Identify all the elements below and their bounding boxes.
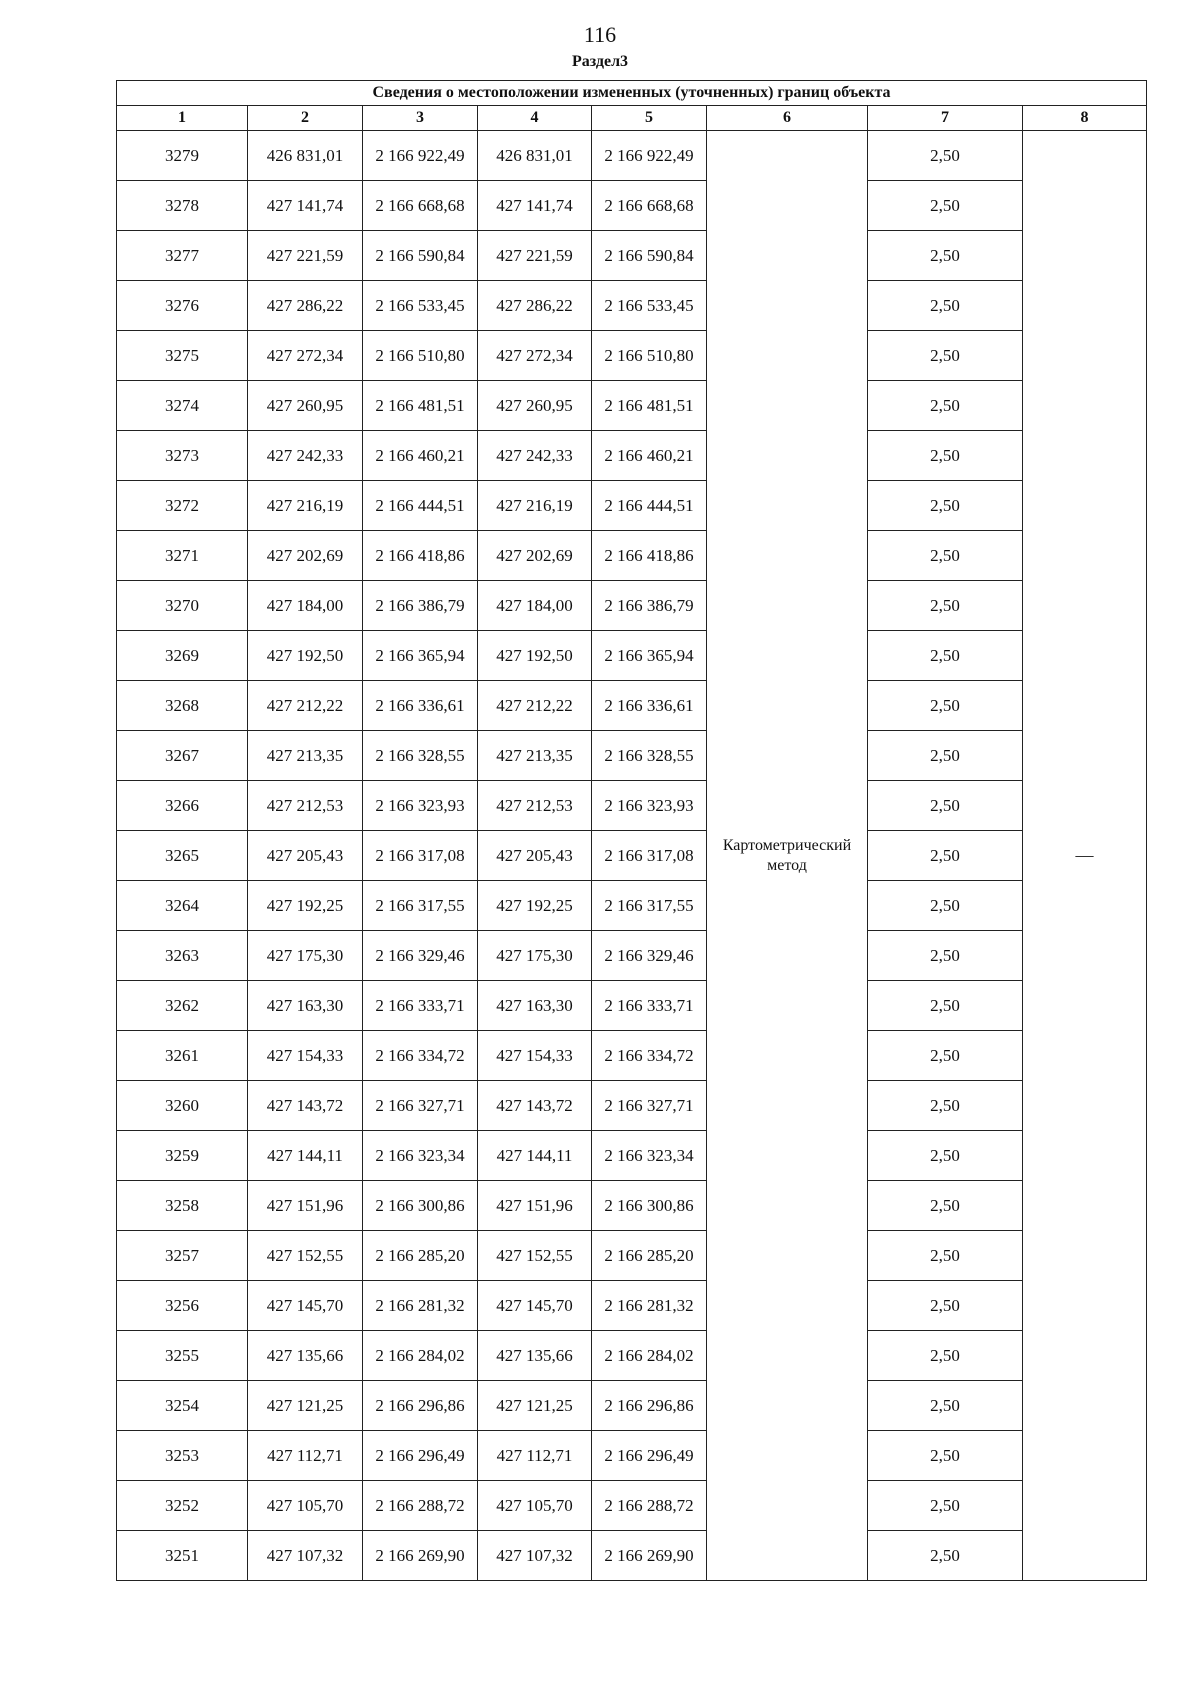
table-row [117, 331, 1147, 381]
y-new-cell: 2 166 533,45 [592, 281, 707, 331]
x-old-cell: 427 151,96 [248, 1181, 363, 1231]
precision-cell: 2,50 [868, 1331, 1023, 1381]
precision-cell: 2,50 [868, 181, 1023, 231]
y-old-cell: 2 166 285,20 [363, 1231, 478, 1281]
x-old-cell: 427 107,32 [248, 1531, 363, 1581]
table-row [117, 1481, 1147, 1531]
y-new-cell: 2 166 281,32 [592, 1281, 707, 1331]
point-number-cell: 3278 [117, 181, 248, 231]
y-old-cell: 2 166 328,55 [363, 731, 478, 781]
precision-cell: 2,50 [868, 531, 1023, 581]
table-row [117, 231, 1147, 281]
x-new-cell: 427 143,72 [478, 1081, 592, 1131]
x-old-cell: 427 216,19 [248, 481, 363, 531]
column-number-8: 8 [1023, 106, 1147, 131]
y-new-cell: 2 166 590,84 [592, 231, 707, 281]
y-old-cell: 2 166 922,49 [363, 131, 478, 181]
table-caption-row [117, 81, 1147, 106]
x-old-cell: 427 212,22 [248, 681, 363, 731]
x-old-cell: 427 260,95 [248, 381, 363, 431]
precision-cell: 2,50 [868, 1381, 1023, 1431]
y-old-cell: 2 166 284,02 [363, 1331, 478, 1381]
y-new-cell: 2 166 418,86 [592, 531, 707, 581]
x-old-cell: 427 143,72 [248, 1081, 363, 1131]
column-number-2: 2 [248, 106, 363, 131]
precision-cell: 2,50 [868, 831, 1023, 881]
y-old-cell: 2 166 365,94 [363, 631, 478, 681]
precision-cell: 2,50 [868, 1031, 1023, 1081]
y-old-cell: 2 166 336,61 [363, 681, 478, 731]
point-number-cell: 3267 [117, 731, 248, 781]
column-number-4: 4 [478, 106, 592, 131]
y-old-cell: 2 166 288,72 [363, 1481, 478, 1531]
precision-cell: 2,50 [868, 281, 1023, 331]
y-old-cell: 2 166 386,79 [363, 581, 478, 631]
x-new-cell: 427 202,69 [478, 531, 592, 581]
y-new-cell: 2 166 510,80 [592, 331, 707, 381]
table-row [117, 681, 1147, 731]
x-old-cell: 427 272,34 [248, 331, 363, 381]
table-row [117, 1531, 1147, 1581]
precision-cell: 2,50 [868, 131, 1023, 181]
x-new-cell: 427 221,59 [478, 231, 592, 281]
y-new-cell: 2 166 269,90 [592, 1531, 707, 1581]
x-new-cell: 427 121,25 [478, 1381, 592, 1431]
y-old-cell: 2 166 668,68 [363, 181, 478, 231]
y-old-cell: 2 166 418,86 [363, 531, 478, 581]
column-number-7: 7 [868, 106, 1023, 131]
x-old-cell: 427 242,33 [248, 431, 363, 481]
point-number-cell: 3251 [117, 1531, 248, 1581]
column-number-row [117, 106, 1147, 131]
table-row [117, 931, 1147, 981]
x-old-cell: 427 205,43 [248, 831, 363, 881]
x-new-cell: 427 163,30 [478, 981, 592, 1031]
y-old-cell: 2 166 329,46 [363, 931, 478, 981]
y-new-cell: 2 166 333,71 [592, 981, 707, 1031]
x-new-cell: 427 286,22 [478, 281, 592, 331]
y-old-cell: 2 166 327,71 [363, 1081, 478, 1131]
column-number-3: 3 [363, 106, 478, 131]
precision-cell: 2,50 [868, 1231, 1023, 1281]
table-row [117, 1431, 1147, 1481]
y-old-cell: 2 166 481,51 [363, 381, 478, 431]
y-old-cell: 2 166 444,51 [363, 481, 478, 531]
y-old-cell: 2 166 317,55 [363, 881, 478, 931]
precision-cell: 2,50 [868, 731, 1023, 781]
y-new-cell: 2 166 327,71 [592, 1081, 707, 1131]
x-old-cell: 427 135,66 [248, 1331, 363, 1381]
x-old-cell: 427 144,11 [248, 1131, 363, 1181]
y-old-cell: 2 166 533,45 [363, 281, 478, 331]
point-number-cell: 3268 [117, 681, 248, 731]
table-caption: Сведения о местоположении измененных (уточненных) границ объекта [117, 81, 1147, 106]
y-new-cell: 2 166 922,49 [592, 131, 707, 181]
y-old-cell: 2 166 317,08 [363, 831, 478, 881]
precision-cell: 2,50 [868, 631, 1023, 681]
x-old-cell: 427 212,53 [248, 781, 363, 831]
point-number-cell: 3259 [117, 1131, 248, 1181]
x-old-cell: 427 192,50 [248, 631, 363, 681]
x-new-cell: 427 144,11 [478, 1131, 592, 1181]
y-old-cell: 2 166 269,90 [363, 1531, 478, 1581]
table-row [117, 731, 1147, 781]
point-number-cell: 3264 [117, 881, 248, 931]
x-new-cell: 427 145,70 [478, 1281, 592, 1331]
x-old-cell: 427 145,70 [248, 1281, 363, 1331]
x-old-cell: 427 221,59 [248, 231, 363, 281]
precision-cell: 2,50 [868, 431, 1023, 481]
x-new-cell: 427 260,95 [478, 381, 592, 431]
table-row [117, 1181, 1147, 1231]
table-row [117, 981, 1147, 1031]
y-new-cell: 2 166 328,55 [592, 731, 707, 781]
y-new-cell: 2 166 317,55 [592, 881, 707, 931]
x-old-cell: 427 152,55 [248, 1231, 363, 1281]
table-row [117, 131, 1147, 181]
precision-cell: 2,50 [868, 1281, 1023, 1331]
y-old-cell: 2 166 333,71 [363, 981, 478, 1031]
table-row [117, 1231, 1147, 1281]
y-new-cell: 2 166 323,93 [592, 781, 707, 831]
y-new-cell: 2 166 365,94 [592, 631, 707, 681]
y-new-cell: 2 166 323,34 [592, 1131, 707, 1181]
x-old-cell: 427 112,71 [248, 1431, 363, 1481]
y-new-cell: 2 166 285,20 [592, 1231, 707, 1281]
precision-cell: 2,50 [868, 881, 1023, 931]
x-old-cell: 427 154,33 [248, 1031, 363, 1081]
y-new-cell: 2 166 444,51 [592, 481, 707, 531]
table-row [117, 381, 1147, 431]
precision-cell: 2,50 [868, 381, 1023, 431]
table-row [117, 481, 1147, 531]
point-number-cell: 3260 [117, 1081, 248, 1131]
precision-cell: 2,50 [868, 681, 1023, 731]
precision-cell: 2,50 [868, 981, 1023, 1031]
x-old-cell: 427 286,22 [248, 281, 363, 331]
y-new-cell: 2 166 334,72 [592, 1031, 707, 1081]
x-new-cell: 427 151,96 [478, 1181, 592, 1231]
x-old-cell: 427 105,70 [248, 1481, 363, 1531]
y-new-cell: 2 166 668,68 [592, 181, 707, 231]
table-row [117, 581, 1147, 631]
x-new-cell: 427 105,70 [478, 1481, 592, 1531]
table-row [117, 631, 1147, 681]
point-number-cell: 3257 [117, 1231, 248, 1281]
point-number-cell: 3271 [117, 531, 248, 581]
x-new-cell: 427 135,66 [478, 1331, 592, 1381]
y-old-cell: 2 166 323,93 [363, 781, 478, 831]
table-row [117, 1381, 1147, 1431]
x-new-cell: 427 192,25 [478, 881, 592, 931]
point-number-cell: 3252 [117, 1481, 248, 1531]
point-number-cell: 3261 [117, 1031, 248, 1081]
table-row [117, 1281, 1147, 1331]
y-old-cell: 2 166 590,84 [363, 231, 478, 281]
boundary-coordinates-table [116, 80, 1147, 1581]
point-number-cell: 3273 [117, 431, 248, 481]
x-new-cell: 427 175,30 [478, 931, 592, 981]
precision-cell: 2,50 [868, 1481, 1023, 1531]
table-row [117, 1131, 1147, 1181]
point-number-cell: 3279 [117, 131, 248, 181]
x-old-cell: 427 163,30 [248, 981, 363, 1031]
point-number-cell: 3276 [117, 281, 248, 331]
point-number-cell: 3263 [117, 931, 248, 981]
x-new-cell: 427 184,00 [478, 581, 592, 631]
y-new-cell: 2 166 296,49 [592, 1431, 707, 1481]
point-number-cell: 3265 [117, 831, 248, 881]
precision-cell: 2,50 [868, 1181, 1023, 1231]
x-old-cell: 427 141,74 [248, 181, 363, 231]
table-row [117, 881, 1147, 931]
y-old-cell: 2 166 510,80 [363, 331, 478, 381]
precision-cell: 2,50 [868, 1531, 1023, 1581]
point-number-cell: 3266 [117, 781, 248, 831]
point-number-cell: 3255 [117, 1331, 248, 1381]
point-number-cell: 3253 [117, 1431, 248, 1481]
method-cell: Картометрический метод [707, 131, 868, 1581]
y-new-cell: 2 166 296,86 [592, 1381, 707, 1431]
y-old-cell: 2 166 296,86 [363, 1381, 478, 1431]
table-row [117, 781, 1147, 831]
y-new-cell: 2 166 336,61 [592, 681, 707, 731]
y-old-cell: 2 166 460,21 [363, 431, 478, 481]
precision-cell: 2,50 [868, 1431, 1023, 1481]
precision-cell: 2,50 [868, 331, 1023, 381]
precision-cell: 2,50 [868, 481, 1023, 531]
precision-cell: 2,50 [868, 931, 1023, 981]
x-new-cell: 427 216,19 [478, 481, 592, 531]
y-new-cell: 2 166 317,08 [592, 831, 707, 881]
x-old-cell: 427 192,25 [248, 881, 363, 931]
y-old-cell: 2 166 300,86 [363, 1181, 478, 1231]
column-number-5: 5 [592, 106, 707, 131]
point-number-cell: 3269 [117, 631, 248, 681]
x-new-cell: 427 212,22 [478, 681, 592, 731]
point-number-cell: 3274 [117, 381, 248, 431]
table-row [117, 831, 1147, 881]
precision-cell: 2,50 [868, 1131, 1023, 1181]
point-number-cell: 3272 [117, 481, 248, 531]
x-old-cell: 427 184,00 [248, 581, 363, 631]
x-new-cell: 427 141,74 [478, 181, 592, 231]
table-row [117, 1081, 1147, 1131]
x-new-cell: 427 107,32 [478, 1531, 592, 1581]
x-new-cell: 427 212,53 [478, 781, 592, 831]
note-cell: — [1023, 131, 1147, 1581]
column-number-6: 6 [707, 106, 868, 131]
point-number-cell: 3262 [117, 981, 248, 1031]
table-row [117, 181, 1147, 231]
y-new-cell: 2 166 284,02 [592, 1331, 707, 1381]
point-number-cell: 3277 [117, 231, 248, 281]
y-new-cell: 2 166 481,51 [592, 381, 707, 431]
x-new-cell: 427 154,33 [478, 1031, 592, 1081]
x-new-cell: 427 272,34 [478, 331, 592, 381]
x-new-cell: 427 112,71 [478, 1431, 592, 1481]
precision-cell: 2,50 [868, 781, 1023, 831]
x-new-cell: 427 152,55 [478, 1231, 592, 1281]
x-old-cell: 427 213,35 [248, 731, 363, 781]
y-new-cell: 2 166 460,21 [592, 431, 707, 481]
x-old-cell: 427 175,30 [248, 931, 363, 981]
column-number-1: 1 [117, 106, 248, 131]
point-number-cell: 3258 [117, 1181, 248, 1231]
x-new-cell: 427 213,35 [478, 731, 592, 781]
x-new-cell: 426 831,01 [478, 131, 592, 181]
point-number-cell: 3270 [117, 581, 248, 631]
section-title: Раздел3 [571, 53, 629, 70]
table-row [117, 281, 1147, 331]
table-row [117, 1031, 1147, 1081]
y-new-cell: 2 166 288,72 [592, 1481, 707, 1531]
y-new-cell: 2 166 329,46 [592, 931, 707, 981]
y-old-cell: 2 166 323,34 [363, 1131, 478, 1181]
y-old-cell: 2 166 334,72 [363, 1031, 478, 1081]
point-number-cell: 3254 [117, 1381, 248, 1431]
page-number: 116 [583, 22, 617, 47]
precision-cell: 2,50 [868, 1081, 1023, 1131]
precision-cell: 2,50 [868, 581, 1023, 631]
x-old-cell: 426 831,01 [248, 131, 363, 181]
y-old-cell: 2 166 296,49 [363, 1431, 478, 1481]
precision-cell: 2,50 [868, 231, 1023, 281]
x-old-cell: 427 202,69 [248, 531, 363, 581]
y-new-cell: 2 166 386,79 [592, 581, 707, 631]
y-new-cell: 2 166 300,86 [592, 1181, 707, 1231]
x-new-cell: 427 205,43 [478, 831, 592, 881]
table-row [117, 1331, 1147, 1381]
x-new-cell: 427 242,33 [478, 431, 592, 481]
point-number-cell: 3256 [117, 1281, 248, 1331]
point-number-cell: 3275 [117, 331, 248, 381]
x-old-cell: 427 121,25 [248, 1381, 363, 1431]
x-new-cell: 427 192,50 [478, 631, 592, 681]
table-row [117, 531, 1147, 581]
table-row [117, 431, 1147, 481]
y-old-cell: 2 166 281,32 [363, 1281, 478, 1331]
